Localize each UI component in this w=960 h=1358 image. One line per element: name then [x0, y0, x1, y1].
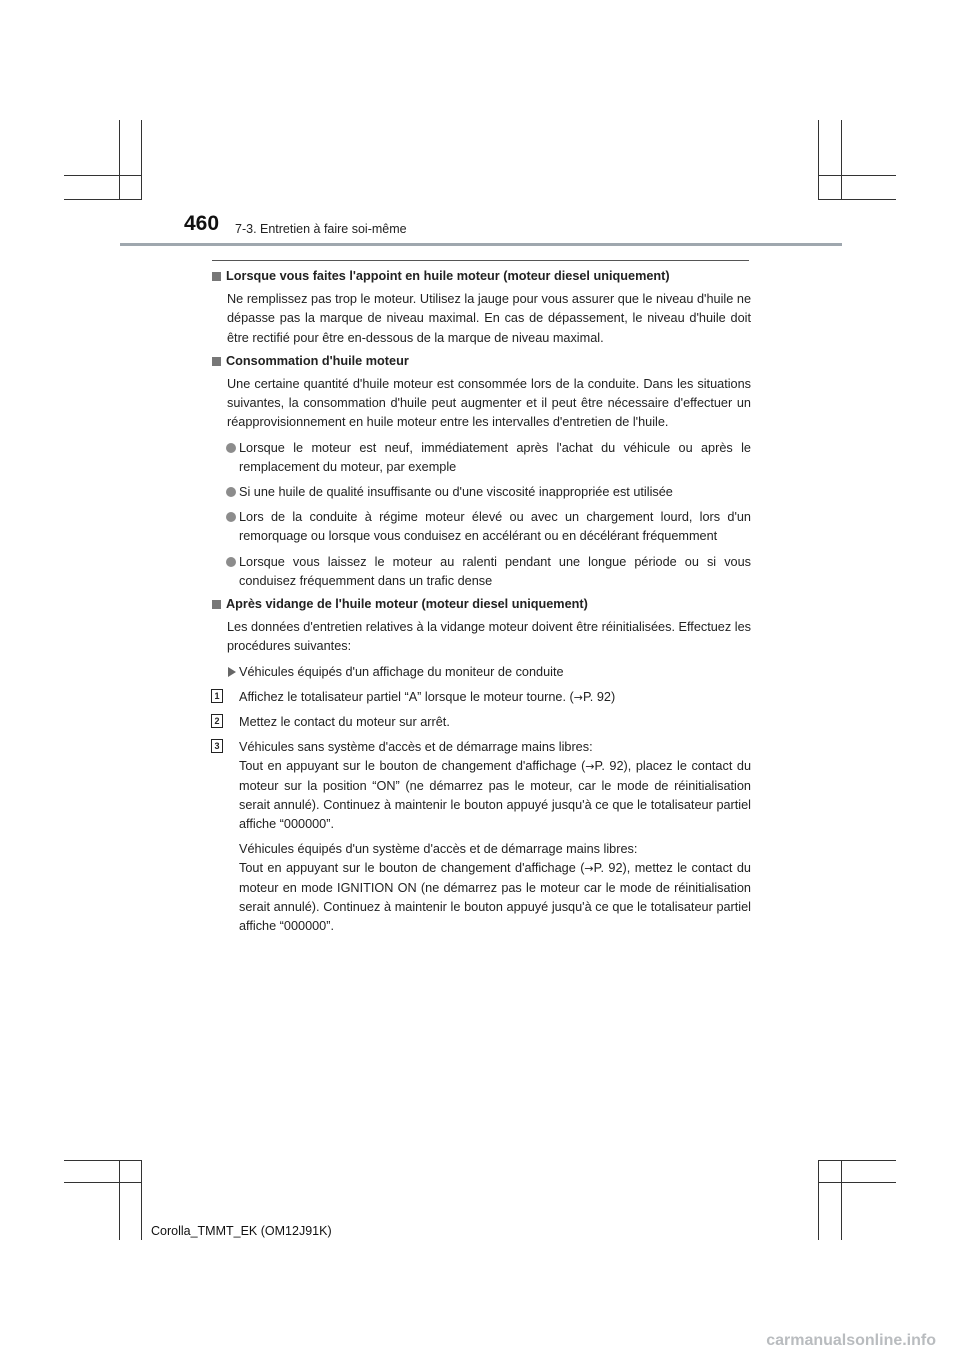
step-number: 1: [211, 689, 223, 703]
condition-item: [211, 663, 751, 682]
step-item: [211, 688, 751, 707]
square-bullet-icon: [212, 357, 221, 366]
crop-mark: [818, 199, 896, 200]
crop-mark: [841, 120, 842, 200]
section-heading-text: Consommation d'huile moteur: [226, 353, 409, 368]
section-heading-text: Lorsque vous faites l'appoint en huile moteur (moteur diesel uniquement): [226, 269, 670, 283]
crop-mark: [141, 120, 142, 200]
paragraph: Une certaine quantité d'huile moteur est consommée lors de la conduite. Dans les situations suivantes, la consommation d'huile peut augmenter et il peut être nécessaire d'effectuer un réapprovisionnement en huile moteur entre les intervalles d'entretien de l'huile.: [227, 377, 751, 430]
content-body: [211, 267, 751, 936]
section-heading: [211, 267, 751, 286]
content-divider: [212, 260, 749, 261]
crop-mark: [64, 175, 142, 176]
step-alternative: [211, 840, 751, 936]
list-item: [211, 483, 751, 502]
section-oil-consumption: [211, 352, 751, 591]
crop-mark: [119, 120, 120, 200]
circle-bullet-icon: [226, 443, 236, 453]
list-item: [211, 508, 751, 546]
crop-mark: [818, 1160, 819, 1240]
condition-text: Véhicules équipés d'un affichage du moniteur de conduite: [239, 664, 564, 679]
arrow-reference-icon: →: [585, 760, 595, 774]
crop-mark: [818, 1182, 896, 1183]
paragraph: Les données d'entretien relatives à la vidange moteur doivent être réinitialisées. Effectuez les procédures suivantes:: [227, 620, 751, 654]
step-text: Tout en appuyant sur le bouton de changement d'affichage (→P. 92), mettez le contact du moteur en mode IGNITION ON (ne démarrez pas le moteur car le mode de réinitialisation serait annulé). Continuez à maintenir le bouton appuyé jusqu'à ce que le totalisateur partiel affiche “000000”.: [239, 861, 751, 934]
step-number: 3: [211, 739, 223, 753]
section-heading: [211, 595, 751, 614]
crop-mark: [119, 1160, 120, 1240]
list-item-text: Si une huile de qualité insuffisante ou d'une viscosité inappropriée est utilisée: [239, 485, 673, 500]
square-bullet-icon: [212, 272, 221, 281]
document-id: Corolla_TMMT_EK (OM12J91K): [151, 1224, 332, 1238]
step-text: Mettez le contact du moteur sur arrêt.: [239, 715, 450, 730]
square-bullet-icon: [212, 600, 221, 609]
arrow-reference-icon: →: [584, 862, 594, 876]
paragraph: Ne remplissez pas trop le moteur. Utilisez la jauge pour vous assurer que le niveau d'huile ne dépasse pas la marque de niveau maximal. En cas de dépassement, le niveau d'huile doit être rectifié pour être en-dessous de la marque de niveau maximal.: [227, 292, 751, 345]
list-item: [211, 439, 751, 477]
list-item-text: Lorsque le moteur est neuf, immédiatement après l'achat du véhicule ou après le remplacement du moteur, par exemple: [239, 440, 751, 474]
crop-mark: [818, 120, 819, 200]
list-item: [211, 553, 751, 591]
watermark: carmanualsonline.info: [766, 1332, 936, 1349]
circle-bullet-icon: [226, 557, 236, 567]
step-item: [211, 713, 751, 732]
section-title: 7-3. Entretien à faire soi-même: [235, 222, 407, 236]
crop-mark: [64, 1182, 142, 1183]
step-item: [211, 738, 751, 834]
arrow-reference-icon: →: [573, 690, 583, 704]
header-rule: [120, 243, 842, 246]
crop-mark: [818, 175, 896, 176]
step-text: Affichez le totalisateur partiel “A” lorsque le moteur tourne. (: [239, 689, 574, 704]
section-oil-change-reset: [211, 595, 751, 936]
crop-mark: [64, 199, 142, 200]
section-heading: [211, 352, 751, 371]
step-number: 2: [211, 714, 223, 728]
section-heading-text: Après vidange de l'huile moteur (moteur diesel uniquement): [226, 597, 588, 612]
crop-mark: [818, 1160, 896, 1161]
crop-mark: [141, 1160, 142, 1240]
circle-bullet-icon: [226, 487, 236, 497]
section-oil-topup: [211, 267, 751, 348]
list-item-text: Lors de la conduite à régime moteur élevé ou avec un chargement lourd, lors d'un remorquage ou lorsque vous conduisez en accélérant ou en décélérant fréquemment: [239, 510, 751, 544]
step-text: Tout en appuyant sur le bouton de changement d'affichage (→P. 92), placez le contact du moteur sur la position “ON” (ne démarrez pas le moteur, car le mode de réinitialisation serait annulé). Continuez à maintenir le bouton appuyé jusqu'à ce que le totalisateur partiel affiche “000000”.: [239, 759, 751, 832]
crop-mark: [64, 1160, 142, 1161]
page-reference: P. 92): [582, 689, 616, 704]
circle-bullet-icon: [226, 512, 236, 522]
crop-mark: [841, 1160, 842, 1240]
triangle-arrow-icon: [228, 667, 236, 677]
step-condition: Véhicules sans système d'accès et de démarrage mains libres:: [239, 740, 593, 755]
page-number: 460: [184, 212, 220, 235]
list-item-text: Lorsque vous laissez le moteur au ralenti pendant une longue période ou si vous conduisez fréquemment dans un trafic dense: [239, 554, 751, 588]
step-condition: Véhicules équipés d'un système d'accès et de démarrage mains libres:: [239, 842, 638, 857]
